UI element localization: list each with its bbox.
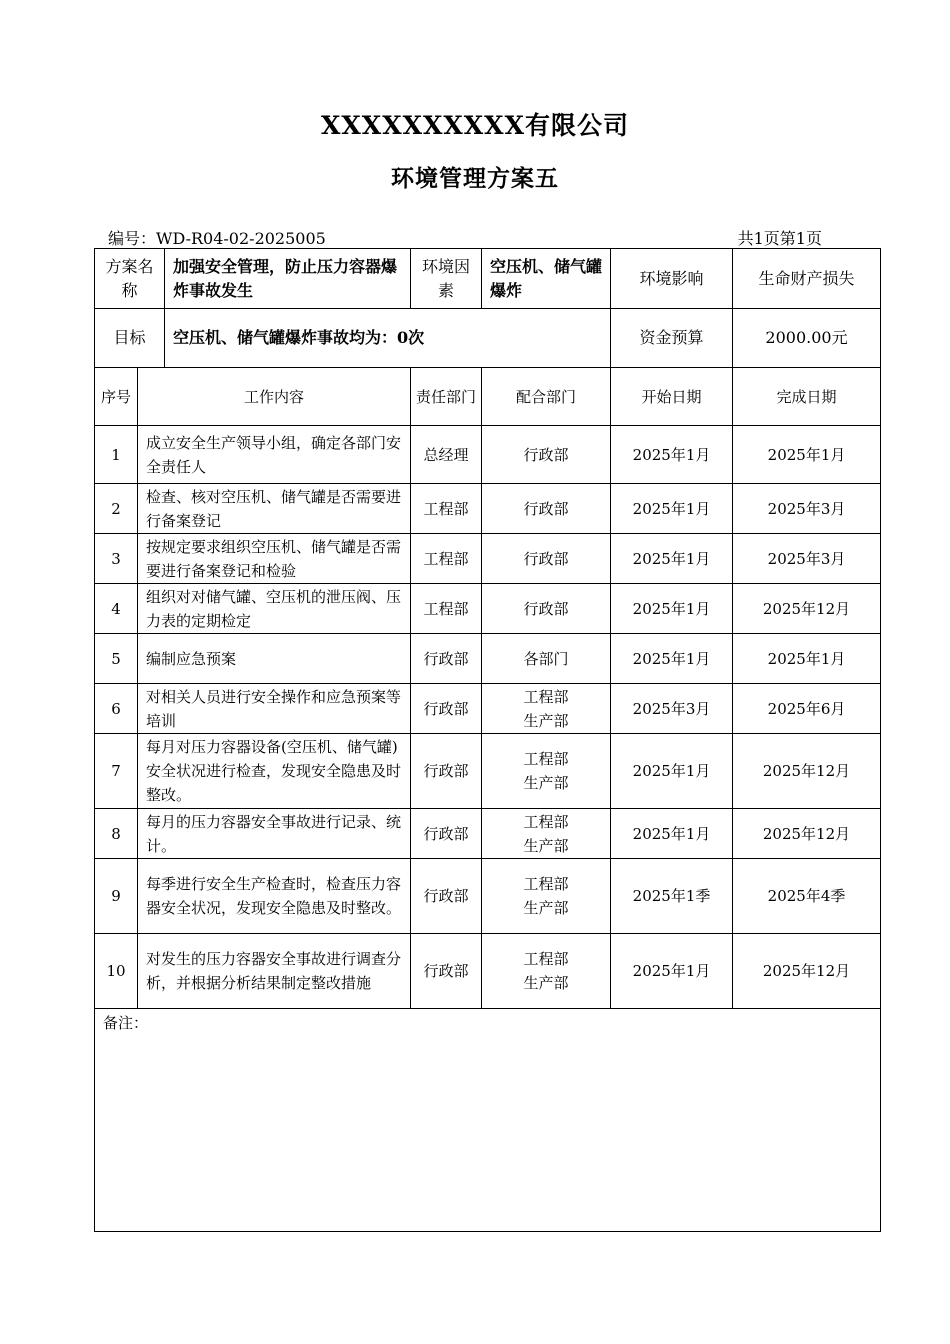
company-name: XXXXXXXXXX有限公司	[321, 111, 629, 140]
row-coop: 工程部 生产部	[482, 934, 611, 1009]
page-info: 共1页第1页	[737, 229, 822, 248]
remark-cell: 备注：	[95, 1009, 881, 1232]
row-start: 2025年1月	[611, 634, 733, 684]
row-no: 1	[95, 426, 138, 484]
row-start: 2025年1月	[611, 534, 733, 584]
row-no: 10	[95, 934, 138, 1009]
table-row	[95, 484, 881, 534]
row-dept: 行政部	[411, 859, 482, 934]
row-content: 检查、核对空压机、储气罐是否需要进行备案登记	[138, 484, 411, 534]
row-end: 2025年3月	[733, 484, 881, 534]
doc-code-value: WD-R04-02-2025005	[156, 229, 326, 248]
row-start: 2025年1月	[611, 809, 733, 859]
row-start: 2025年1月	[611, 584, 733, 634]
row-end: 2025年12月	[733, 584, 881, 634]
row-start: 2025年1季	[611, 859, 733, 934]
row-end: 2025年1月	[733, 426, 881, 484]
work-rows	[95, 426, 881, 1009]
row-content: 编制应急预案	[138, 634, 411, 684]
row-dept: 工程部	[411, 584, 482, 634]
row-dept: 工程部	[411, 484, 482, 534]
row-coop: 行政部	[482, 426, 611, 484]
row-content: 对相关人员进行安全操作和应急预案等培训	[138, 684, 411, 734]
row-no: 5	[95, 634, 138, 684]
row-end: 2025年3月	[733, 534, 881, 584]
row-start: 2025年1月	[611, 484, 733, 534]
row-dept: 行政部	[411, 934, 482, 1009]
plan-title: 环境管理方案五	[391, 165, 559, 192]
remark-row	[95, 1009, 881, 1232]
row-dept: 行政部	[411, 634, 482, 684]
row-end: 2025年6月	[733, 684, 881, 734]
row-content: 组织对对储气罐、空压机的泄压阀、压力表的定期检定	[138, 584, 411, 634]
table-row	[95, 426, 881, 484]
info-row-plan	[95, 249, 881, 309]
row-content: 按规定要求组织空压机、储气罐是否需要进行备案登记和检验	[138, 534, 411, 584]
row-start: 2025年1月	[611, 734, 733, 809]
target-label: 目标	[95, 309, 165, 368]
col-start: 开始日期	[611, 368, 733, 426]
plan-name-value: 加强安全管理，防止压力容器爆炸事故发生	[165, 249, 411, 309]
row-end: 2025年12月	[733, 809, 881, 859]
row-end: 2025年12月	[733, 934, 881, 1009]
col-content: 工作内容	[138, 368, 411, 426]
row-coop: 工程部 生产部	[482, 684, 611, 734]
row-content: 每月对压力容器设备(空压机、储气罐)安全状况进行检查，发现安全隐患及时整改。	[138, 734, 411, 809]
fund-value: 2000.00元	[733, 309, 881, 368]
row-start: 2025年1月	[611, 426, 733, 484]
row-start: 2025年1月	[611, 934, 733, 1009]
row-no: 9	[95, 859, 138, 934]
env-impact-value: 生命财产损失	[733, 249, 881, 309]
target-value: 空压机、储气罐爆炸事故均为：0次	[165, 309, 611, 368]
row-no: 6	[95, 684, 138, 734]
row-dept: 行政部	[411, 684, 482, 734]
table-row	[95, 859, 881, 934]
env-factor-label: 环境因素	[411, 249, 482, 309]
row-dept: 总经理	[411, 426, 482, 484]
row-no: 8	[95, 809, 138, 859]
row-coop: 各部门	[482, 634, 611, 684]
row-content: 每季进行安全生产检查时，检查压力容器安全状况，发现安全隐患及时整改。	[138, 859, 411, 934]
row-coop: 行政部	[482, 584, 611, 634]
row-no: 2	[95, 484, 138, 534]
col-coop: 配合部门	[482, 368, 611, 426]
col-no: 序号	[95, 368, 138, 426]
table-row	[95, 584, 881, 634]
row-end: 2025年4季	[733, 859, 881, 934]
table-row	[95, 934, 881, 1009]
plan-table	[94, 248, 881, 1232]
col-end: 完成日期	[733, 368, 881, 426]
column-header-row	[95, 368, 881, 426]
row-dept: 工程部	[411, 534, 482, 584]
row-end: 2025年12月	[733, 734, 881, 809]
row-coop: 行政部	[482, 484, 611, 534]
row-content: 对发生的压力容器安全事故进行调查分析，并根据分析结果制定整改措施	[138, 934, 411, 1009]
row-no: 7	[95, 734, 138, 809]
table-row	[95, 734, 881, 809]
row-end: 2025年1月	[733, 634, 881, 684]
row-coop: 工程部 生产部	[482, 859, 611, 934]
row-content: 成立安全生产领导小组，确定各部门安全责任人	[138, 426, 411, 484]
row-no: 4	[95, 584, 138, 634]
row-no: 3	[95, 534, 138, 584]
col-dept: 责任部门	[411, 368, 482, 426]
table-row	[95, 684, 881, 734]
table-row	[95, 534, 881, 584]
env-factor-value: 空压机、储气罐爆炸	[482, 249, 611, 309]
info-row-target	[95, 309, 881, 368]
env-impact-label: 环境影响	[611, 249, 733, 309]
row-coop: 行政部	[482, 534, 611, 584]
plan-name-label: 方案名称	[95, 249, 165, 309]
row-coop: 工程部 生产部	[482, 734, 611, 809]
table-row	[95, 634, 881, 684]
table-row	[95, 809, 881, 859]
fund-label: 资金预算	[611, 309, 733, 368]
row-content: 每月的压力容器安全事故进行记录、统计。	[138, 809, 411, 859]
row-dept: 行政部	[411, 734, 482, 809]
doc-code	[108, 226, 326, 249]
doc-code-label: 编号：	[108, 229, 157, 248]
row-coop: 工程部 生产部	[482, 809, 611, 859]
row-dept: 行政部	[411, 809, 482, 859]
row-start: 2025年3月	[611, 684, 733, 734]
